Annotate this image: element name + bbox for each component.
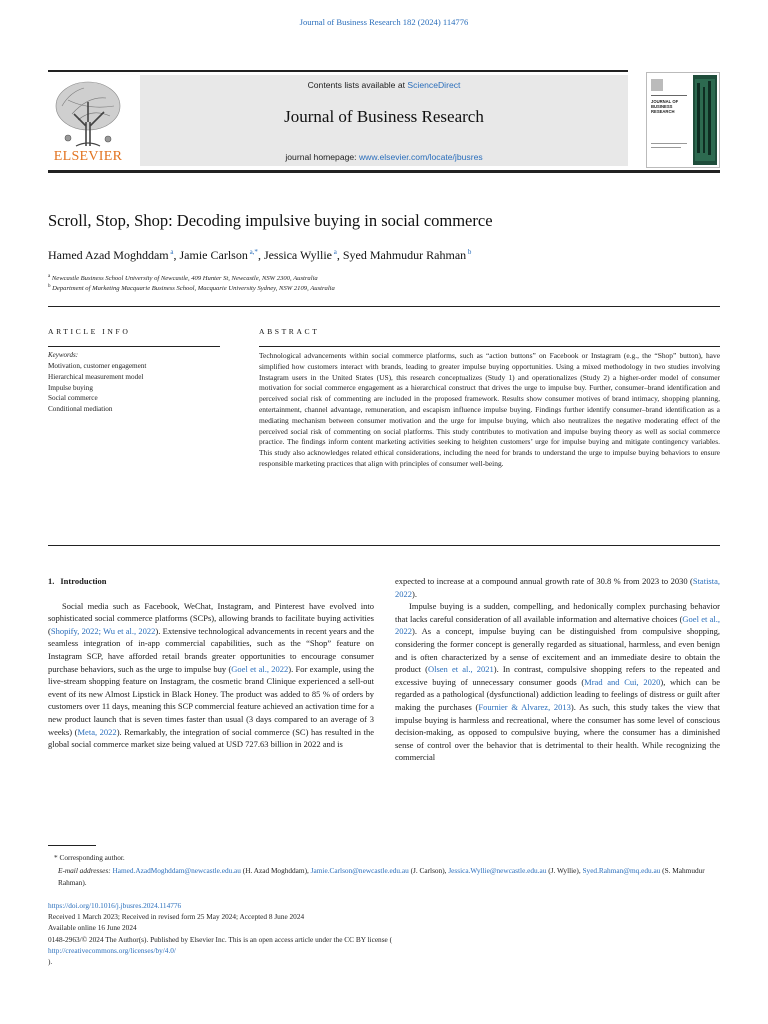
journal-cover-thumbnail[interactable] [646, 72, 720, 168]
author-name[interactable]: Hamed Azad Moghddam [48, 248, 169, 262]
body-text: ). As a concept, impulse buying can be distinguished from compulsive shopping, considering the former concept is generally regarded as situational, harmless, and even benign and is often characterized by a sense of excitement and an immediate desire to obtain the product ( [395, 626, 720, 675]
email-label: E-mail addresses: [58, 865, 113, 875]
affiliation-b-text: Department of Marketing Macquarie Business School, Macquarie University Sydney, NSW 2109, Australia [52, 285, 335, 293]
author-list [48, 248, 720, 263]
keyword-item: Motivation, customer engagement [48, 362, 147, 370]
received-dates: Received 1 March 2023; Received in revised form 25 May 2024; Accepted 8 June 2024 [48, 912, 305, 922]
citation-link[interactable]: Meta, 2022 [77, 726, 117, 737]
license-line [48, 934, 720, 968]
elsevier-wordmark: ELSEVIER [53, 149, 123, 164]
author-separator: , [173, 248, 180, 262]
body-text: ). [412, 588, 417, 599]
email-owner: (J. Wyllie), [546, 865, 583, 875]
author-name[interactable]: Syed Mahmudur Rahman [342, 248, 467, 262]
intro-paragraph-1-continued [395, 575, 720, 600]
affiliation-a [48, 274, 720, 282]
email-owner: (J. Carlson), [408, 865, 449, 875]
footnotes [48, 852, 720, 890]
contents-prefix: Contents lists available at [307, 80, 408, 90]
body-column-right [395, 575, 720, 764]
email-link[interactable]: Hamed.AzadMoghddam@newcastle.edu.au [112, 865, 241, 875]
keywords-heading: Keywords: [48, 351, 79, 359]
email-owner: (S. Mahmudur Rahman). [58, 865, 705, 887]
header-rule [48, 306, 720, 307]
affiliation-b [48, 284, 720, 292]
body-text: ). For example, using the live-stream shopping feature on Instagram, the cosmetic brand Clinique experienced a sell-out event of its new Almost Lipstick in Black Honey. The product was added to 85 % of orders by customers over 11 days, meaning this SCP commercial feature achieved an activation time for a new product launch that is seven times faster than usual (3 days compared to an average of 3 weeks) ( [48, 663, 375, 737]
footnote-rule [48, 845, 96, 846]
section-title: Introduction [60, 576, 107, 586]
body-text: ). Remarkably, the integration of social commerce (SC) has resulted in the global social commerce market size being valued at USD 727.63 billion in 2022 and is [48, 726, 375, 750]
available-online: Available online 16 June 2024 [48, 923, 137, 933]
masthead-bottom-rule [48, 170, 720, 173]
body-text: ). Extensive technological advancements in recent years and the seamless integration of in-app commercial capabilities, such as the “Shop” feature on Instagram SCP, have afforded retail brands greater opportunities to encourage consumer purchase behaviors, such as the urge to impulse buy ( [48, 625, 374, 674]
body-column-left [48, 575, 374, 751]
author-affiliation-marker[interactable]: b [466, 248, 472, 256]
cover-art-icon [647, 73, 719, 167]
author-affiliation-marker[interactable]: a [168, 248, 174, 256]
author-name[interactable]: Jessica Wyllie [263, 248, 332, 262]
author-separator: , [336, 248, 343, 262]
citation-link[interactable]: Goel et al., 2022 [231, 663, 289, 674]
body-text: ). As such, this study takes the view that impulse buying is harmless and recreational, where the consumer has some level of conscious decision-making, as opposed to compulsive buying, where the consumer has a diminished sense of control over the behavior that is detrimental to their health. While recognizing the commercial [395, 701, 720, 763]
email-link[interactable]: Jamie.Carlson@newcastle.edu.au [310, 865, 409, 875]
section-number: 1. [48, 576, 55, 586]
abstract-text: Technological advancements within social commerce platforms, such as “action buttons” on Facebook or Instagram (e.g., the “Shop” button), have simplified how customers interact with brands, leading to greater impulse buying opportunities. Using a mixed methodology in two studies involving Instagram users in the United States (US), this research conceptualizes (Study 1) and operationalizes (Study 2) a higher-order model of consumer motivation for social commerce engagement as a hierarchical construct that drives the urge to impulse buy. Further, consumer–brand identification and perceived social risk of commenting are included in the proposed framework. Results show consumer motives of brand intimacy, shopping planning, entertainment, channel advantage, remuneration, and escapism influence impulse buying. Findings further identify consumer–brand identification as a mediating mechanism between consumer motivation and the urge for impulse buying, which also neutralizes the negative moderating effect of the perceived social risk of commenting on social platforms. This study contributes to motivation and impulse buying theory as well as social commerce practice. The findings inform content marketing activities seeking to heighten customers’ urge for impulse buying and mitigate contingency variables. This study also acknowledges related ethical considerations, including the need for brands to understand the urge to impulse buying behaviors to ensure responsible marketing practices that align with principles of consumer well-being. [259, 351, 720, 468]
body-text: ). In contrast, compulsive shopping refers to the repeated and excessive buying of unnecessary consumer goods ( [395, 664, 720, 687]
abstract-label: ABSTRACT [259, 327, 320, 336]
body-rule [48, 545, 720, 546]
keyword-item: Hierarchical measurement model [48, 372, 144, 381]
body-text: Impulse buying is a sudden, compelling, and hedonically complex purchasing behavior that lacks careful consideration of all available information and alternative choices ( [395, 601, 720, 624]
article-title: Scroll, Stop, Shop: Decoding impulsive buying in social commerce [48, 211, 493, 230]
citation-link[interactable]: Statista, 2022 [395, 576, 720, 599]
body-text: ), which can be regarded as a pathological (dysfunctional) addiction leading to feelings of distress or guilt after making the purchases ( [395, 676, 720, 712]
intro-paragraph-2 [395, 600, 720, 764]
sciencedirect-link[interactable]: ScienceDirect [407, 80, 461, 90]
license-suffix: ). [48, 957, 53, 967]
email-owner: (H. Azad Moghddam), [240, 865, 311, 875]
email-link[interactable]: Syed.Rahman@mq.edu.au [582, 865, 661, 875]
affiliation-a-marker: a [48, 274, 51, 279]
journal-citation-link[interactable]: Journal of Business Research 182 (2024) 114776 [299, 17, 469, 27]
citation-link[interactable]: Fournier & Alvarez, 2013 [478, 701, 571, 712]
affiliation-b-marker: b [48, 284, 51, 289]
license-prefix: 0148-2963/© 2024 The Author(s). Published by Elsevier Inc. This is an open access article under the CC BY license ( [48, 934, 393, 944]
corresponding-author-note: * Corresponding author. [54, 853, 125, 862]
homepage-line [140, 152, 628, 162]
author-separator: , [257, 248, 264, 262]
citation-link[interactable]: Goel et al., 2022 [395, 613, 721, 637]
author-name[interactable]: Jamie Carlson [179, 248, 248, 262]
affiliation-a-text: Newcastle Business School University of Newcastle, 409 Hunter St, Newcastle, NSW 2300, Australia [51, 275, 318, 283]
section-heading-introduction [48, 575, 374, 588]
abstract-rule [259, 346, 720, 347]
publication-info [48, 900, 720, 967]
cover-title: JOURNAL OF BUSINESS RESEARCH [651, 99, 679, 114]
body-text: Social media such as Facebook, WeChat, Instagram, and Pinterest have evolved into sophisticated social commerce platforms (SCPs), allowing brands to facilitate buying activities ( [48, 600, 374, 636]
intro-paragraph-1 [48, 600, 374, 751]
keyword-item: Impulse buying [48, 383, 93, 392]
citation-link[interactable]: Mrad and Cui, 2020 [584, 676, 661, 687]
keywords-list [48, 361, 228, 415]
homepage-prefix: journal homepage: [285, 152, 359, 162]
contents-line [140, 80, 628, 90]
cc-license-link[interactable]: http://creativecommons.org/licenses/by/4.0/ [48, 945, 176, 955]
citation-link[interactable]: Shopify, 2022; Wu et al., 2022 [50, 625, 156, 636]
doi-link[interactable]: https://doi.org/10.1016/j.jbusres.2024.114776 [48, 901, 182, 910]
email-addresses [48, 865, 720, 890]
journal-homepage-link[interactable]: www.elsevier.com/locate/jbusres [358, 152, 483, 162]
body-text: expected to increase at a compound annual growth rate of 30.8 % from 2023 to 2030 ( [395, 576, 693, 586]
email-link[interactable]: Jessica.Wyllie@newcastle.edu.au [448, 865, 547, 875]
keyword-item: Social commerce [48, 394, 98, 403]
author-affiliation-marker[interactable]: a [331, 248, 337, 256]
article-info-rule [48, 346, 220, 347]
citation-link[interactable]: Olsen et al., 2021 [427, 664, 494, 675]
article-info-label: ARTICLE INFO [48, 327, 131, 336]
masthead-top-rule [48, 70, 628, 72]
author-affiliation-marker[interactable]: a,* [247, 248, 258, 256]
keyword-item: Conditional mediation [48, 405, 113, 414]
journal-title: Journal of Business Research [284, 107, 484, 126]
